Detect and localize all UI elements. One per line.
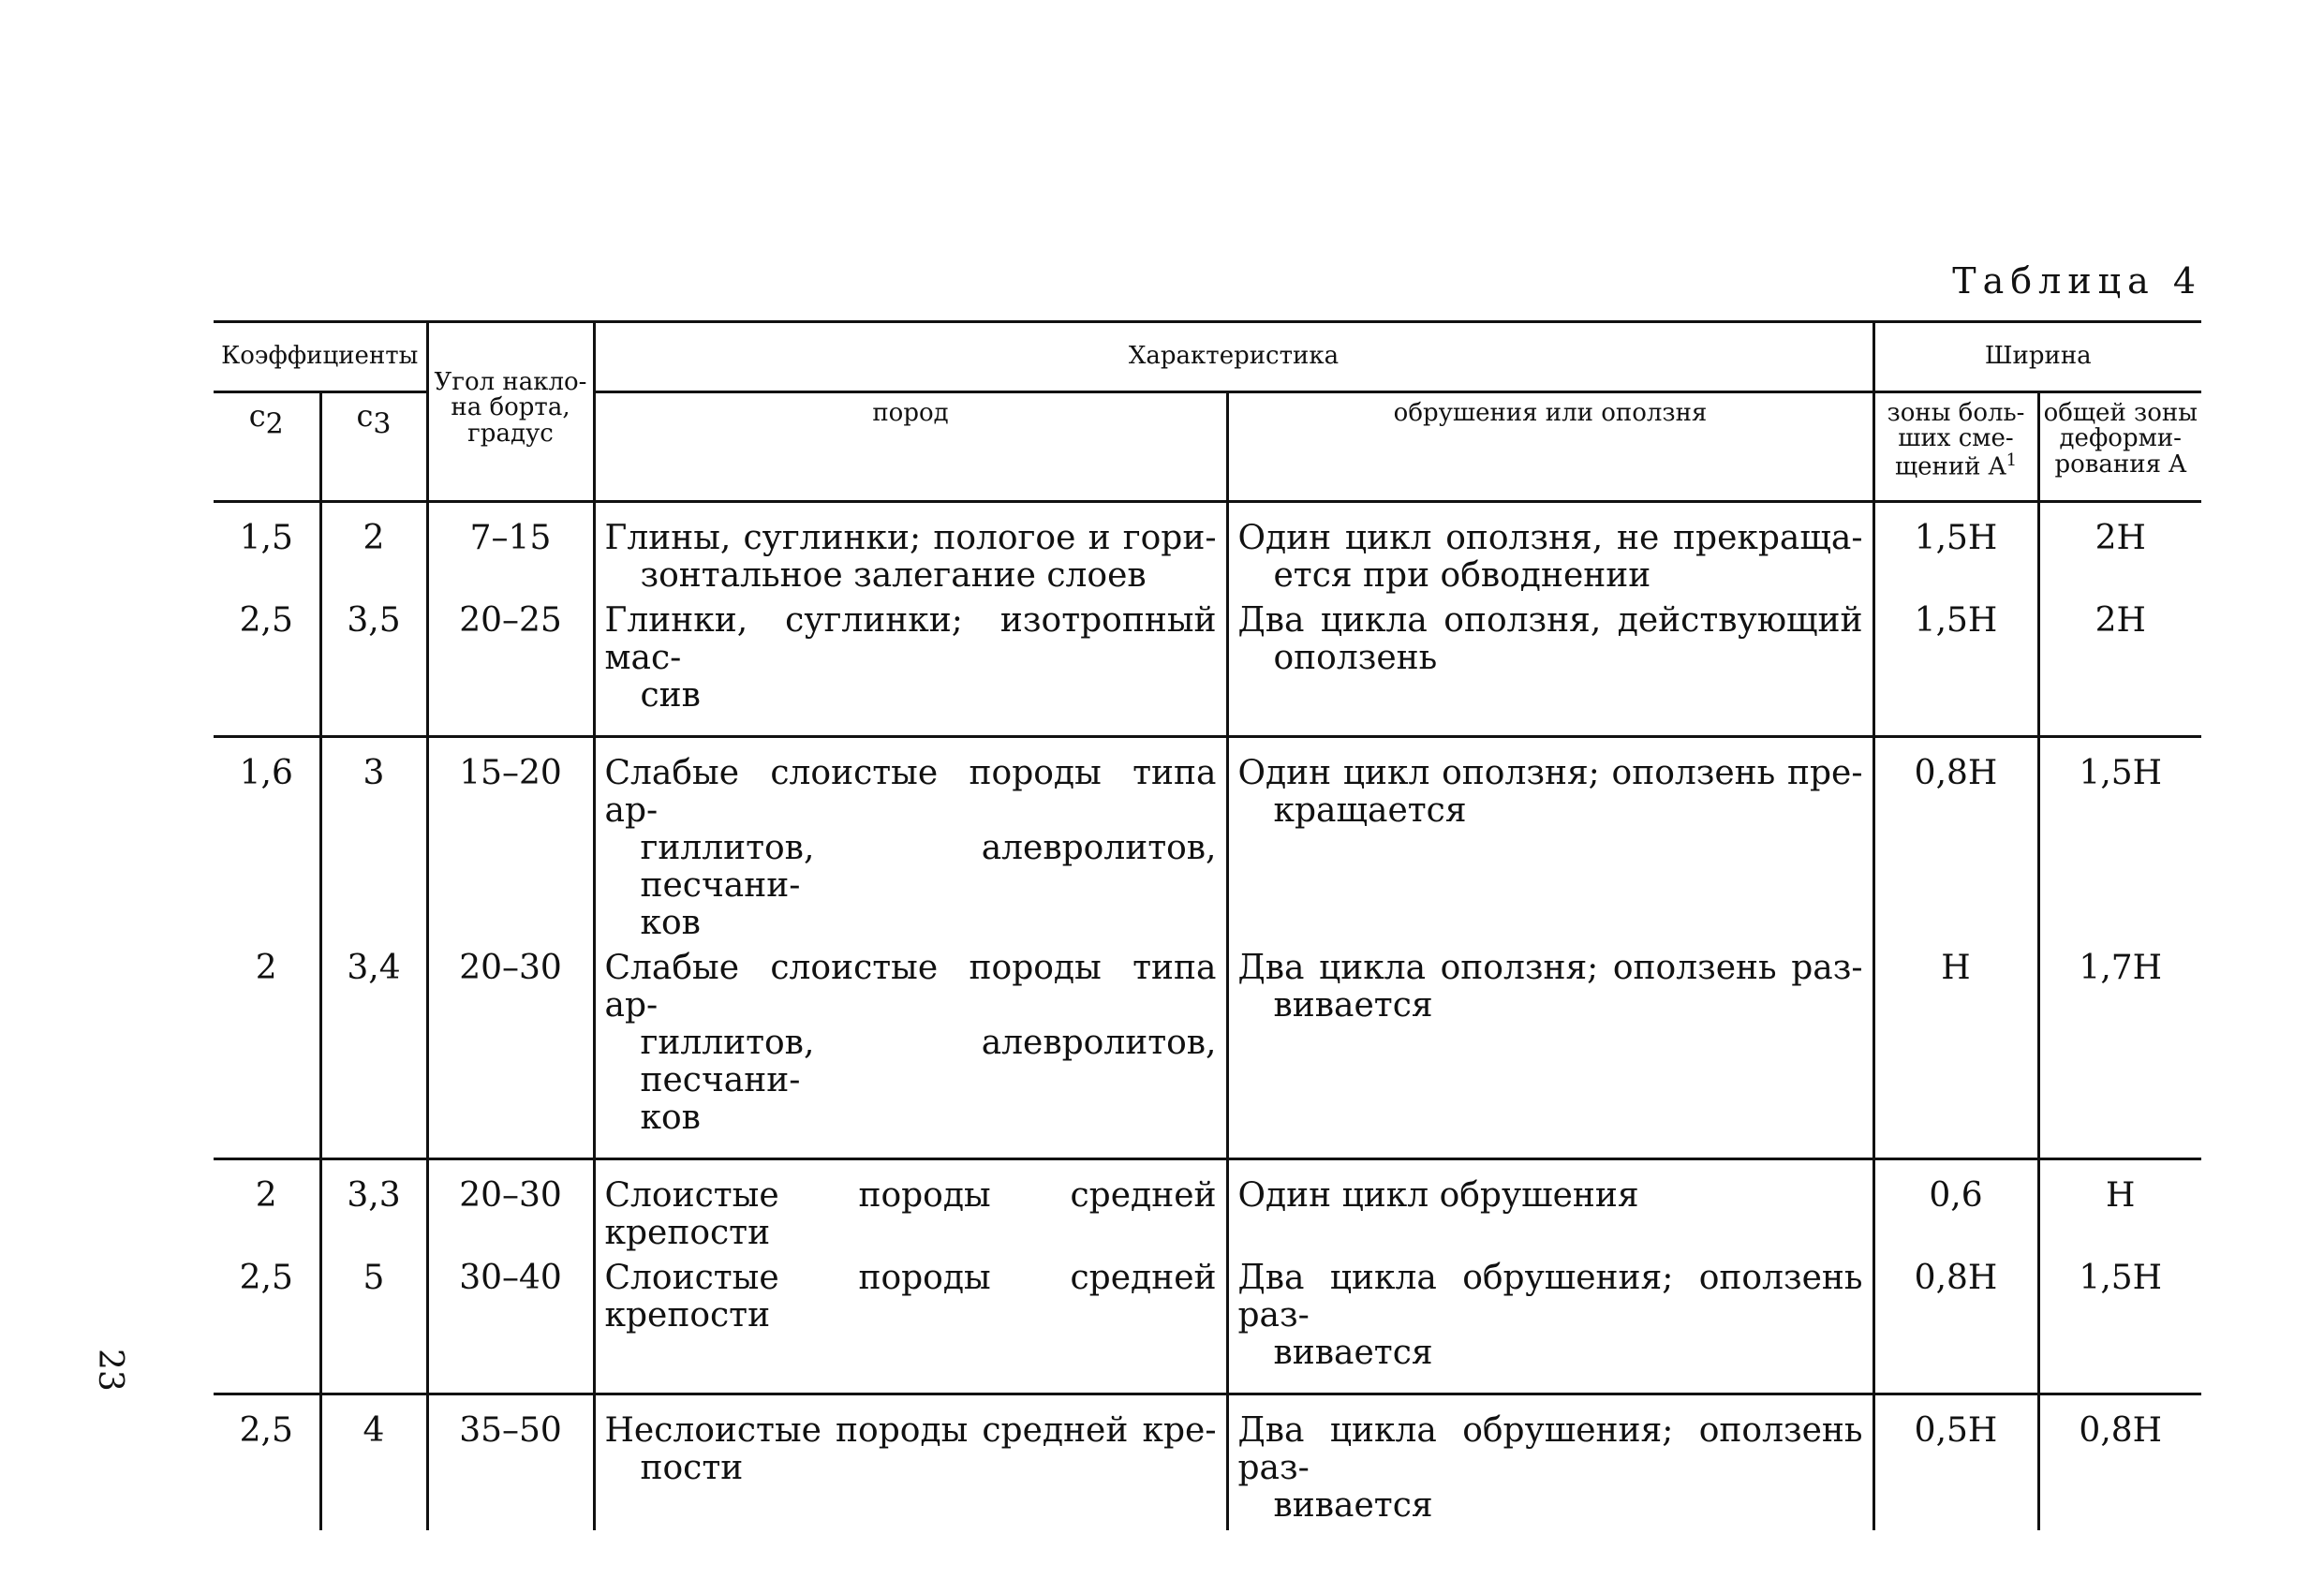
cell-zone2 — [2038, 598, 2201, 737]
cell-rock — [594, 946, 1227, 1159]
cell-zone2 — [2038, 502, 2201, 599]
cell-angle-line: 20–25 — [459, 601, 562, 640]
cell-zone2-line: 1,5H — [2079, 1259, 2163, 1297]
cell-rock-line: Слабые слоистые породы типа ар- — [604, 754, 1217, 830]
cell-c3-line: 3,4 — [347, 949, 401, 987]
table-row — [214, 946, 2201, 1159]
cell-rock — [594, 737, 1227, 947]
cell-collapse-line: Один цикл оползня, не прекраща- — [1237, 519, 1863, 557]
cell-zone1-line: 1,5H — [1914, 601, 1998, 640]
header-zone2 — [2038, 392, 2201, 502]
header-angle — [427, 322, 594, 502]
cell-angle-line: 7–15 — [469, 519, 552, 557]
table-row — [214, 737, 2201, 947]
cell-c3-line: 3 — [363, 754, 385, 792]
cell-zone2-line: H — [2106, 1176, 2136, 1215]
cell-zone2 — [2038, 946, 2201, 1159]
cell-rock-line: Слоистые породы средней крепости — [604, 1259, 1217, 1335]
cell-collapse — [1227, 1159, 1873, 1257]
table-title: Таблица 4 — [1952, 260, 2202, 302]
cell-collapse — [1227, 1256, 1873, 1394]
cell-rock-line: зонтальное залегание слоев — [640, 556, 1147, 595]
cell-angle-line: 15–20 — [459, 754, 562, 792]
header-c3-base: c — [356, 398, 374, 434]
header-zone1-sup: 1 — [2006, 450, 2018, 470]
header-zone1-line1: зоны боль- — [1887, 399, 2025, 427]
cell-c2 — [214, 502, 320, 599]
cell-c2 — [214, 1159, 320, 1257]
cell-c3-line: 3,3 — [347, 1176, 401, 1215]
cell-rock-line: ков — [640, 1099, 701, 1137]
cell-collapse-line: вивается — [1273, 1334, 1433, 1372]
cell-zone1 — [1873, 737, 2038, 947]
cell-collapse-line: кращается — [1273, 791, 1467, 830]
cell-zone1-line: 0,8H — [1914, 1259, 1998, 1297]
cell-angle-line: 20–30 — [459, 949, 562, 987]
header-angle-line2: на борта, — [451, 393, 570, 422]
cell-zone1 — [1873, 502, 2038, 599]
header-characteristic: Характеристика — [594, 322, 1873, 392]
cell-rock — [594, 1394, 1227, 1531]
cell-c2 — [214, 737, 320, 947]
cell-rock-line: Глинки, суглинки; изотропный мас- — [604, 601, 1217, 677]
cell-collapse-line: Два цикла обрушения; оползень раз- — [1237, 1259, 1863, 1335]
cell-c3 — [320, 502, 427, 599]
header-c2-sub: 2 — [265, 407, 284, 441]
cell-zone2-line: 0,8H — [2079, 1411, 2163, 1450]
header-collapse: обрушения или оползня — [1227, 392, 1873, 502]
header-zone2-line2: деформи- — [2059, 424, 2182, 453]
cell-rock-line: гиллитов, алевролитов, песчани- — [640, 1024, 1217, 1099]
cell-angle — [427, 1256, 594, 1394]
cell-collapse-line: ется при обводнении — [1273, 556, 1651, 595]
table-row — [214, 502, 2201, 599]
table-row — [214, 1256, 2201, 1394]
cell-c2-line: 2 — [255, 949, 277, 987]
cell-c2-line: 2,5 — [239, 1259, 293, 1297]
cell-rock-line: Неслоистые породы средней кре- — [604, 1411, 1217, 1450]
header-zone1-line2: ших сме- — [1898, 424, 2014, 453]
header-coefficients: Коэффициенты — [214, 322, 427, 392]
cell-rock-line: гиллитов, алевролитов, песчани- — [640, 829, 1217, 905]
cell-zone2-line: 1,5H — [2079, 754, 2163, 792]
cell-collapse-line: Два цикла оползня; оползень раз- — [1237, 949, 1863, 987]
header-zone2-line3: рования A — [2054, 450, 2187, 479]
cell-c3 — [320, 737, 427, 947]
cell-zone1 — [1873, 1394, 2038, 1531]
header-zone1-line3: щений A — [1894, 452, 2006, 481]
cell-collapse — [1227, 598, 1873, 737]
cell-angle — [427, 598, 594, 737]
cell-zone1-line: 1,5H — [1914, 519, 1998, 557]
cell-rock — [594, 1256, 1227, 1394]
cell-zone1 — [1873, 946, 2038, 1159]
header-angle-line3: градус — [467, 419, 554, 448]
cell-c2 — [214, 946, 320, 1159]
cell-c3-line: 5 — [363, 1259, 385, 1297]
header-c3-sub: 3 — [373, 407, 392, 441]
cell-collapse-line: оползень — [1273, 639, 1438, 677]
cell-collapse-line: вивается — [1273, 1486, 1433, 1525]
header-angle-line1: Угол накло- — [434, 368, 587, 396]
cell-c2-line: 2,5 — [239, 1411, 293, 1450]
cell-collapse-line: Один цикл обрушения — [1237, 1176, 1639, 1215]
cell-rock-line: пости — [640, 1449, 744, 1487]
cell-angle — [427, 502, 594, 599]
cell-c2-line: 2,5 — [239, 601, 293, 640]
table-row — [214, 1394, 2201, 1531]
cell-c3-line: 3,5 — [347, 601, 401, 640]
page-number: 23 — [91, 1349, 129, 1392]
cell-collapse — [1227, 502, 1873, 599]
cell-rock-line: Слабые слоистые породы типа ар- — [604, 949, 1217, 1025]
cell-zone2-line: 2H — [2095, 519, 2146, 557]
cell-c2-line: 2 — [255, 1176, 277, 1215]
cell-zone2-line: 2H — [2095, 601, 2146, 640]
cell-angle — [427, 946, 594, 1159]
cell-angle-line: 35–50 — [459, 1411, 562, 1450]
cell-zone2 — [2038, 1256, 2201, 1394]
cell-c2-line: 1,5 — [239, 519, 293, 557]
cell-c3 — [320, 1256, 427, 1394]
cell-collapse — [1227, 1394, 1873, 1531]
cell-collapse — [1227, 737, 1873, 947]
cell-zone1-line: 0,8H — [1914, 754, 1998, 792]
cell-c2 — [214, 598, 320, 737]
data-table — [214, 320, 2201, 1530]
cell-collapse-line: Два цикла оползня, действующий — [1237, 601, 1863, 640]
header-c2-base: c — [248, 398, 266, 434]
cell-zone2-line: 1,7H — [2079, 949, 2163, 987]
cell-zone1-line: 0,5H — [1914, 1411, 1998, 1450]
header-zone2-line1: общей зоны — [2043, 399, 2198, 427]
cell-c3 — [320, 1159, 427, 1257]
cell-zone1 — [1873, 1256, 2038, 1394]
cell-c3 — [320, 946, 427, 1159]
cell-angle — [427, 1159, 594, 1257]
cell-rock-line: сив — [640, 676, 701, 715]
cell-angle-line: 30–40 — [459, 1259, 562, 1297]
table-row — [214, 598, 2201, 737]
cell-rock-line: ков — [640, 904, 701, 942]
cell-c3-line: 4 — [363, 1411, 385, 1450]
cell-c3 — [320, 598, 427, 737]
cell-zone1 — [1873, 598, 2038, 737]
cell-angle — [427, 1394, 594, 1531]
cell-rock — [594, 502, 1227, 599]
cell-rock-line: Глины, суглинки; пологое и гори- — [604, 519, 1217, 557]
cell-c2 — [214, 1394, 320, 1531]
cell-zone1 — [1873, 1159, 2038, 1257]
cell-zone1-line: 0,6 — [1929, 1176, 1983, 1215]
cell-collapse-line: Один цикл оползня; оползень пре- — [1237, 754, 1863, 792]
cell-c3 — [320, 1394, 427, 1531]
table-body — [214, 502, 2201, 1531]
table-row — [214, 1159, 2201, 1257]
cell-rock — [594, 1159, 1227, 1257]
header-rocks: пород — [594, 392, 1227, 502]
cell-c2-line: 1,6 — [239, 754, 293, 792]
cell-zone2 — [2038, 737, 2201, 947]
header-c3 — [320, 392, 427, 502]
cell-zone2 — [2038, 1394, 2201, 1531]
header-c2 — [214, 392, 320, 502]
cell-c2 — [214, 1256, 320, 1394]
header-zone1 — [1873, 392, 2038, 502]
cell-collapse-line: Два цикла обрушения; оползень раз- — [1237, 1411, 1863, 1487]
cell-angle — [427, 737, 594, 947]
cell-angle-line: 20–30 — [459, 1176, 562, 1215]
cell-collapse-line: вивается — [1273, 986, 1433, 1025]
cell-collapse — [1227, 946, 1873, 1159]
cell-c3-line: 2 — [363, 519, 385, 557]
cell-rock-line: Слоистые породы средней крепости — [604, 1176, 1217, 1252]
header-width: Ширина — [1873, 322, 2201, 392]
cell-zone2 — [2038, 1159, 2201, 1257]
cell-rock — [594, 598, 1227, 737]
cell-zone1-line: H — [1941, 949, 1971, 987]
